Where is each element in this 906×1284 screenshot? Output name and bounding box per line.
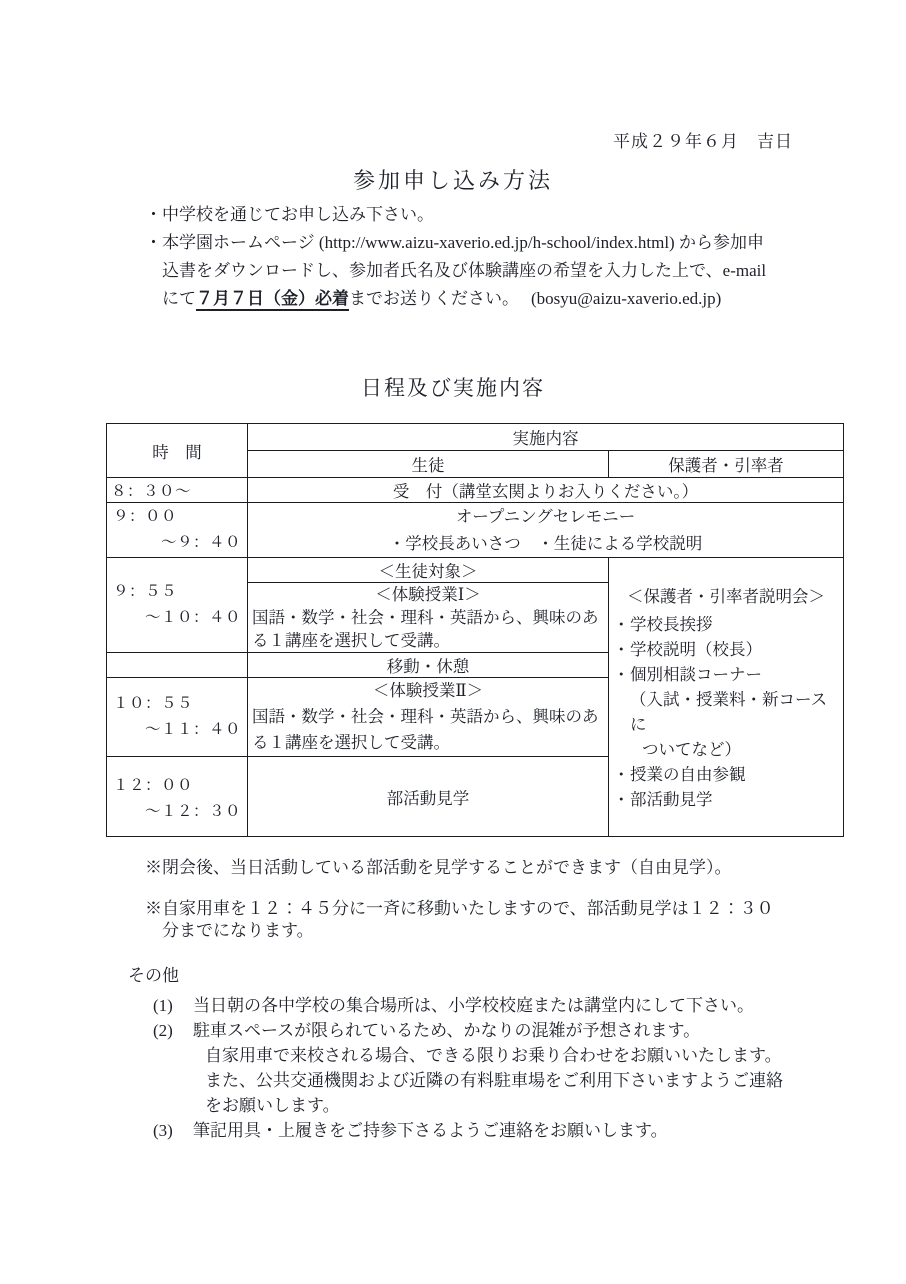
header-content: 実施内容 [248, 424, 844, 451]
note-parking-move-line1: ※自家用車を１２：４５分に一斉に移動いたしますので、部活動見学は１２：３０ [145, 899, 774, 918]
deadline-prefix: にて [162, 289, 196, 308]
instruction-bullet-2-line-3 [162, 285, 825, 313]
others-item-1 [128, 993, 848, 1018]
guardian-item-text: 学校説明（校長） [630, 639, 762, 659]
opening-ceremony-detail: ・学校長あいさつ ・生徒による学校説明 [388, 534, 703, 553]
instruction-bullet-2-line-1: ・本学園ホームページ (http://www.aizu-xaverio.ed.jp/h-school/index.html) から参加申 [145, 233, 764, 252]
cell-club-content: 部活動見学 [248, 757, 609, 837]
item-number: (3) [153, 1121, 173, 1140]
club-time-end: ～１２：３０ [144, 802, 241, 820]
cell-session2-time [107, 678, 248, 757]
header-guardian: 保護者・引率者 [609, 451, 844, 478]
schedule-table [106, 423, 844, 837]
guardian-item-text: （入試・授業料・新コースに [630, 689, 828, 734]
item-number: (1) [153, 996, 173, 1015]
cell-guardian-session [609, 558, 844, 837]
lesson2-title: ＜体験授業Ⅱ＞ [372, 681, 484, 700]
cell-lesson2 [248, 678, 609, 757]
guardian-item-text: ついてなど） [642, 739, 741, 759]
item-number: (2) [153, 1021, 173, 1040]
others-item-2 [128, 1018, 848, 1043]
guardian-item-text: 個別相談コーナー [630, 664, 762, 684]
notes-section [145, 857, 825, 942]
application-title: 参加申し込み方法 [352, 168, 553, 193]
session2-time-start: １０：５５ [113, 695, 194, 712]
deadline-suffix: までお送りください。 [349, 289, 519, 308]
application-instructions [145, 201, 825, 313]
cell-session1-time [107, 558, 248, 653]
cell-break: 移動・休憩 [248, 653, 609, 678]
guardian-item-continuation [613, 737, 839, 762]
others-item-3 [128, 1118, 848, 1143]
guardian-item [613, 637, 839, 662]
opening-time-end: ～９：４０ [160, 534, 241, 551]
cell-student-target: ＜生徒対象＞ [248, 558, 609, 583]
bullet-glyph: ・ [613, 639, 630, 659]
note-free-visit: ※閉会後、当日活動している部活動を見学することができます（自由見学）。 [145, 858, 732, 877]
others-item-2-line2: 自家用車で来校される場合、できる限りお乗り合わせをお願いいたします。 [205, 1046, 782, 1065]
opening-time-start: ９：００ [113, 508, 178, 525]
opening-ceremony-title: オープニングセレモニー [455, 507, 636, 526]
deadline-text: ７月７日（金）必着 [196, 289, 349, 311]
guardian-item [613, 787, 839, 812]
bullet-glyph: ・ [613, 764, 630, 784]
guardian-item [613, 612, 839, 637]
document-date: 平成２９年６月 吉日 [613, 132, 793, 151]
lesson1-desc-line2: る１講座を選択して受講。 [252, 631, 450, 650]
lesson2-desc-line2: る１講座を選択して受講。 [252, 733, 450, 752]
others-item-2-line4: をお願いします。 [205, 1096, 340, 1115]
cell-opening-time [107, 503, 248, 558]
club-time-start: １２：００ [113, 776, 194, 794]
session1-time-end: ～１０：４０ [144, 609, 241, 626]
header-student: 生徒 [248, 451, 609, 478]
guardian-item-continuation [613, 687, 839, 737]
cell-opening-content [248, 503, 844, 558]
schedule-title: 日程及び実施内容 [361, 376, 545, 400]
bullet-glyph: ・ [613, 789, 630, 809]
note-parking-move [145, 898, 825, 942]
lesson1-desc-line1: 国語・数学・社会・理科・英語から、興味のあ [252, 608, 599, 627]
guardian-item-text: 部活動見学 [630, 789, 713, 809]
item-text: 当日朝の各中学校の集合場所は、小学校校庭または講堂内にして下さい。 [193, 996, 754, 1015]
guardian-item [613, 662, 839, 687]
guardian-item-text: 授業の自由参観 [630, 764, 746, 784]
header-time: 時 間 [107, 424, 248, 478]
cell-reception-time: ８：３０～ [107, 478, 248, 503]
guardian-session-title: ＜保護者・引率者説明会＞ [627, 586, 825, 606]
cell-club-time [107, 757, 248, 837]
cell-lesson1 [248, 583, 609, 653]
lesson1-title: ＜体験授業Ⅰ＞ [375, 585, 481, 604]
guardian-item [613, 762, 839, 787]
email-address: (bosyu@aizu-xaverio.ed.jp) [531, 289, 722, 308]
item-text: 筆記用具・上履きをご持参下さるようご連絡をお願いします。 [193, 1121, 668, 1140]
others-title: その他 [128, 966, 179, 985]
cell-reception-content: 受 付（講堂玄関よりお入りください。） [248, 478, 844, 503]
bullet-glyph: ・ [613, 664, 630, 684]
others-item-2-line3: また、公共交通機関および近隣の有料駐車場をご利用下さいますようご連絡 [205, 1071, 783, 1090]
note-parking-move-line2: 分までになります。 [162, 921, 314, 940]
bullet-glyph: ・ [613, 614, 630, 634]
item-text: 駐車スペースが限られているため、かなりの混雑が予想されます。 [193, 1021, 701, 1040]
session1-time-start: ９：５５ [113, 583, 178, 600]
others-section [128, 963, 848, 1143]
guardian-item-text: 学校長挨拶 [630, 614, 713, 634]
lesson2-desc-line1: 国語・数学・社会・理科・英語から、興味のあ [252, 707, 599, 726]
instruction-bullet-2-line-2: 込書をダウンロードし、参加者氏名及び体験講座の希望を入力した上で、e-mail [162, 261, 767, 280]
session2-time-end: ～１１：４０ [144, 721, 241, 738]
cell-break-time-empty [107, 653, 248, 678]
instruction-bullet-1: ・中学校を通じてお申し込み下さい。 [145, 205, 434, 224]
